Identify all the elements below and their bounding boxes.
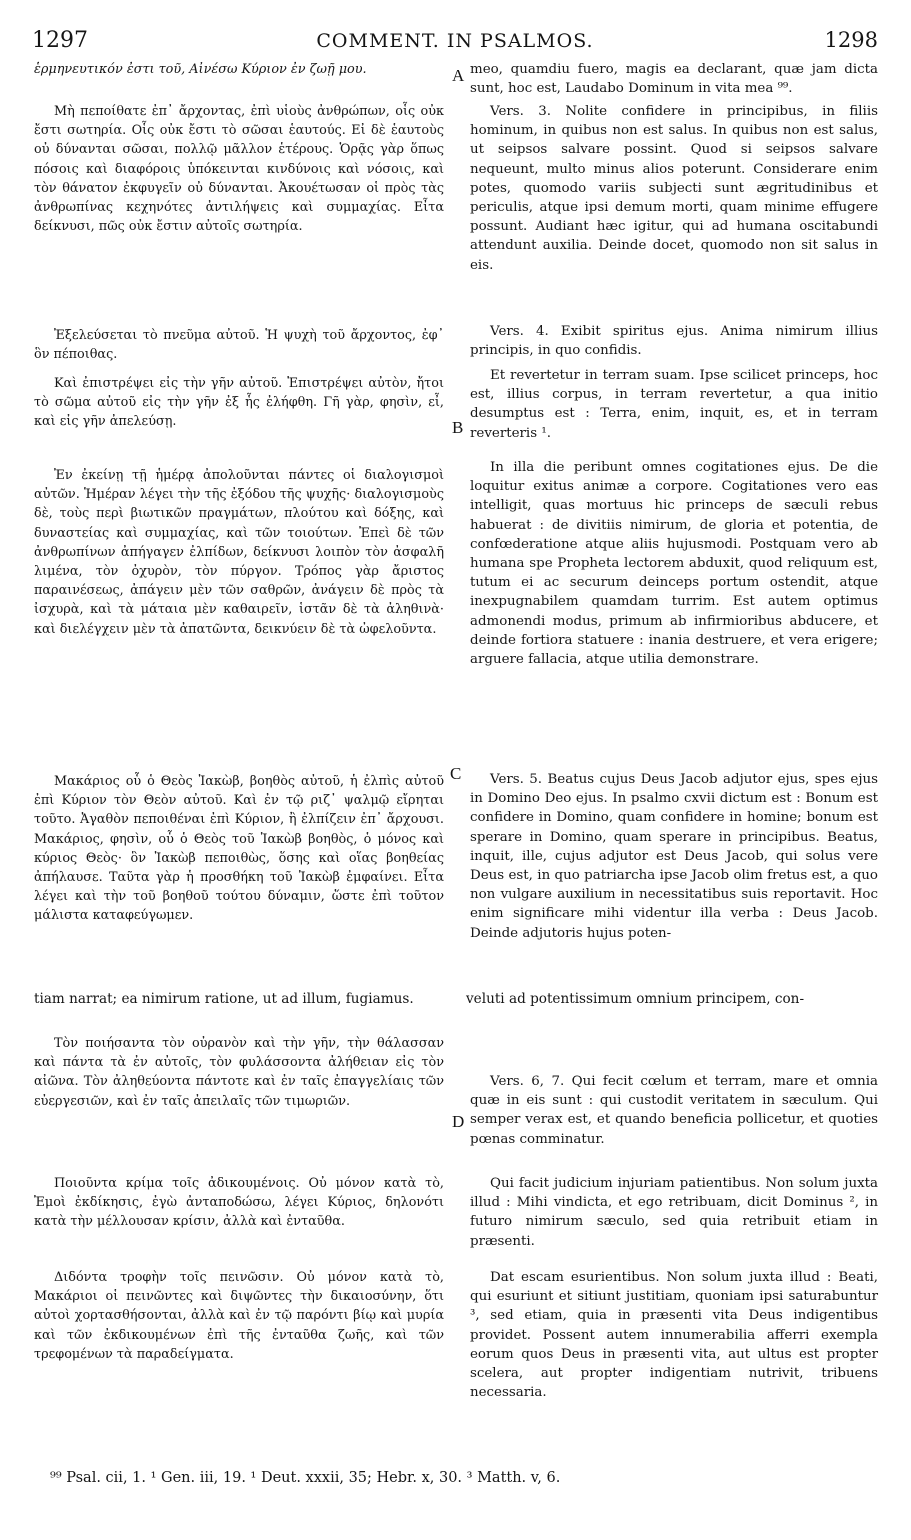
page-number-left: 1297 [32,28,88,53]
latin-paragraph: Qui facit judicium injuriam patientibus. Non solum juxta illud : Mihi vindicta, et ego retribuam, dicit Dominus ², in futuro nimirum sæculo, sed quia retribuit etiam in præsenti. [470,1176,878,1249]
continuation-right: veluti ad potentissimum omnium principem, con- [466,991,805,1007]
latin-paragraph: Et revertetur in terram suam. Ipse scilicet princeps, hoc est, illius corpus, in terram revertetur, a qua initio desumptus est : Terra, enim, inquit, es, et in terram reverteris ¹. [470,368,878,441]
greek-paragraph: ἑρμηνευτικόν ἐστι τοῦ, Αἰνέσω Κύριον ἐν ζωῇ μου. [34,62,367,77]
greek-paragraph: Τὸν ποιήσαντα τὸν οὐρανὸν καὶ τὴν γῆν, τὴν θάλασσαν καὶ πάντα τὰ ἐν αὐτοῖς, τὸν φυλάσσοντα ἀλήθειαν εἰς τὸν αἰῶνα. Τὸν ἀληθεύοντα πάντοτε καὶ ἐν ταῖς ἐπαγγελίαις τῶν εὐεργεσιῶν, καὶ ἐν ταῖς ἀπειλαῖς τῶν τιμωριῶν. [34,1036,444,1109]
latin-paragraph: Dat escam esurientibus. Non solum juxta illud : Beati, qui esuriunt et sitiunt justitiam, quoniam ipsi saturabuntur ³, sed etiam, quia in præsenti vita Deus indigentibus providet. Possent autem innumerabilia afferri exempla eorum quos Deus in præsenti vita, aut ultus est propter scelera, aut propter indigentiam nutrivit, tribuens necessaria. [470,1270,878,1401]
latin-paragraph: Vers. 5. Beatus cujus Deus Jacob adjutor ejus, spes ejus in Domino Deo ejus. In psalmo cxvii dictum est : Bonum est confidere in Domino, quam confidere in homine; bonum est sperare in Domino, quam sperare in principibus. Beatus, inquit, ille, cujus adjutor est Deus Jacob, qui solus vere Deus est, in quo patriarcha ipse Jacob olim fretus est, a quo non vulgare auxilium in necessitatibus suis reportavit. Hoc enim significare mihi videntur illa verba : Deus Jacob. Deinde adjutoris hujus poten- [470,772,878,941]
latin-paragraph: Vers. 4. Exibit spiritus ejus. Anima nimirum illius principis, in quo confidis. [470,324,878,359]
column-marker-d: D [452,1112,465,1131]
greek-paragraph: Ἐξελεύσεται τὸ πνεῦμα αὐτοῦ. Ἡ ψυχὴ τοῦ ἄρχοντος, ἐφ᾽ ὃν πέποιθας. [34,328,444,363]
greek-paragraph: Διδόντα τροφὴν τοῖς πεινῶσιν. Οὐ μόνον κατὰ τὸ, Μακάριοι οἱ πεινῶντες καὶ διψῶντες τὴν δικαιοσύνην, ὅτι αὐτοὶ χορτασθήσονται, ἀλλὰ καὶ ἐν τῷ παρόντι βίῳ καὶ μυρία καὶ τῶν ἐκδικουμένων ἐπὶ τῆς ἐνταῦθα ζωῆς, καὶ τῶν τρεφομένων τὰ παραδείγματα. [34,1270,444,1362]
greek-paragraph: Μὴ πεποίθατε ἐπ᾽ ἄρχοντας, ἐπὶ υἱοὺς ἀνθρώπων, οἷς οὐκ ἔστι σωτηρία. Οἷς οὐκ ἔστι τὸ σῶσαι ἑαυτούς. Εἰ δὲ ἑαυτοὺς οὐ δύνανται σῶσαι, πολλῷ μᾶλλον ἑτέρους. Ὁρᾷς γὰρ ὅπως πόσοις καὶ διαφόροις ὑπόκεινται κινδύνοις καὶ νόσοις, καὶ τὸν θάνατον ἐκφυγεῖν οὐ δύνανται. Ἀκουέτωσαν οἱ πρὸς τὰς ἀνθρωπίνας κεχηνότες ἀντιλήψεις καὶ συμμαχίας. Εἶτα δείκνυσι, πῶς οὐκ ἔστιν αὐτοῖς σωτηρία. [34,104,444,235]
footnotes: ⁹⁹ Psal. cii, 1. ¹ Gen. iii, 19. ¹ Deut. xxxii, 35; Hebr. x, 30. ³ Matth. v, 6. [50,1470,561,1486]
greek-paragraph: Καὶ ἐπιστρέψει εἰς τὴν γῆν αὐτοῦ. Ἐπιστρέψει αὐτὸν, ἤτοι τὸ σῶμα αὐτοῦ εἰς τὴν γῆν ἐξ ἧς ἐλήφθη. Γῆ γὰρ, φησὶν, εἶ, καὶ εἰς γῆν ἀπελεύσῃ. [34,376,444,430]
page-header [32,28,878,58]
page-number-right: 1298 [824,28,878,52]
latin-paragraph: meo, quamdiu fuero, magis ea declarant, quæ jam dicta sunt, hoc est, Laudabo Dominum in vita mea ⁹⁹. [470,62,878,97]
column-marker-c: C [450,764,462,783]
greek-paragraph: Ποιοῦντα κρίμα τοῖς ἀδικουμένοις. Οὐ μόνον κατὰ τὸ, Ἐμοὶ ἐκδίκησις, ἐγὼ ἀνταποδώσω, λέγει Κύριος, δηλονότι κατὰ τὴν μέλλουσαν κρίσιν, ἀλλὰ καὶ ἐνταῦθα. [34,1176,444,1230]
latin-paragraph: Vers. 3. Nolite confidere in principibus, in filiis hominum, in quibus non est salus. In quibus non est salus, ut seipsos salvare possint. Quod si seipsos salvare nequeunt, multo minus alios poterunt. Considerare enim potes, quomodo variis subjecti sunt ægritudinibus et periculis, atque ipsi demum morti, quam minime effugere possunt. Audiant hæc igitur, qui ad humana oscitabundi attendunt auxilia. Deinde docet, quomodo non sit salus in eis. [470,104,878,273]
running-title: COMMENT. IN PSALMOS. [316,30,594,52]
greek-paragraph: Μακάριος οὗ ὁ Θεὸς Ἰακὼβ, βοηθὸς αὐτοῦ, ἡ ἐλπὶς αὐτοῦ ἐπὶ Κύριον τὸν Θεὸν αὐτοῦ. Καὶ ἐν τῷ ριζ᾽ ψαλμῷ εἴρηται τοῦτο. Ἀγαθὸν πεποιθέναι ἐπὶ Κύριον, ἢ ἐλπίζειν ἐπ᾽ ἄρχουσι. Μακάριος, φησὶν, οὗ ὁ Θεὸς τοῦ Ἰακὼβ βοηθὸς, ὁ μόνος καὶ κύριος Θεὸς· ὃν Ἰακὼβ πεποιθὼς, ὅσης καὶ οἵας βοηθείας ἀπήλαυσε. Ταῦτα γὰρ ἡ προσθήκη τοῦ Ἰακὼβ ἐμφαίνει. Εἶτα λέγει καὶ τὴν τοῦ βοηθοῦ τούτου δύναμιν, ὥστε ἐπὶ τοῦτον μάλιστα καταφεύγωμεν. [34,774,444,924]
continuation-left: tiam narrat; ea nimirum ratione, ut ad illum, fugiamus. [34,991,414,1007]
latin-paragraph: Vers. 6, 7. Qui fecit cœlum et terram, mare et omnia quæ in eis sunt : qui custodit veritatem in sæculum. Qui semper verax est, et quando beneficia pollicetur, et quoties pœnas comminatur. [470,1074,878,1147]
latin-paragraph: In illa die peribunt omnes cogitationes ejus. De die loquitur exitus animæ a corpore. Cogitationes vero eas intelligit, quas mortuus hic princeps de sæculi rebus habuerat : de divitiis nimirum, de gloria et potentia, de confœderatione atque aliis hujusmodi. Postquam vero ab humana spe Propheta lectorem abduxit, quod reliquum est, tutum ei ac securum deinceps portum ostendit, atque inexpugnabilem quamdam turrim. Est autem optimus admonendi modus, primum ab infirmioribus abducere, et deinde fortiora statuere : inania destruere, et vera erigere; arguere fallacia, atque utilia demonstrare. [470,460,878,668]
column-marker-b: B [452,418,464,437]
greek-paragraph: Ἐν ἐκείνῃ τῇ ἡμέρᾳ ἀπολοῦνται πάντες οἱ διαλογισμοὶ αὐτῶν. Ἡμέραν λέγει τὴν τῆς ἐξόδου τῆς ψυχῆς· διαλογισμοὺς δὲ, τοὺς περὶ βιωτικῶν πραγμάτων, πλούτου καὶ δόξης, καὶ δυναστείας καὶ συμμαχίας, καὶ τῶν τοιούτων. Ἐπεὶ δὲ τῶν ἀνθρωπίνων ἀπήγαγεν ἐλπίδων, δείκνυσι λοιπὸν τὸν ἀσφαλῆ λιμένα, τὸν ὀχυρὸν, τὸν πύργον. Τρόπος γὰρ ἄριστος παραινέσεως, ἀπάγειν μὲν τῶν σαθρῶν, ἀνάγειν δὲ πρὸς τὰ ἰσχυρὰ, καὶ τὰ μάταια μὲν καθαιρεῖν, ἱστᾶν δὲ τὰ ἀληθινὰ· καὶ διελέγχειν μὲν τὰ ἀπατῶντα, δεικνύειν δὲ τὰ ὠφελοῦντα. [34,468,444,637]
column-marker-a: A [452,66,465,85]
